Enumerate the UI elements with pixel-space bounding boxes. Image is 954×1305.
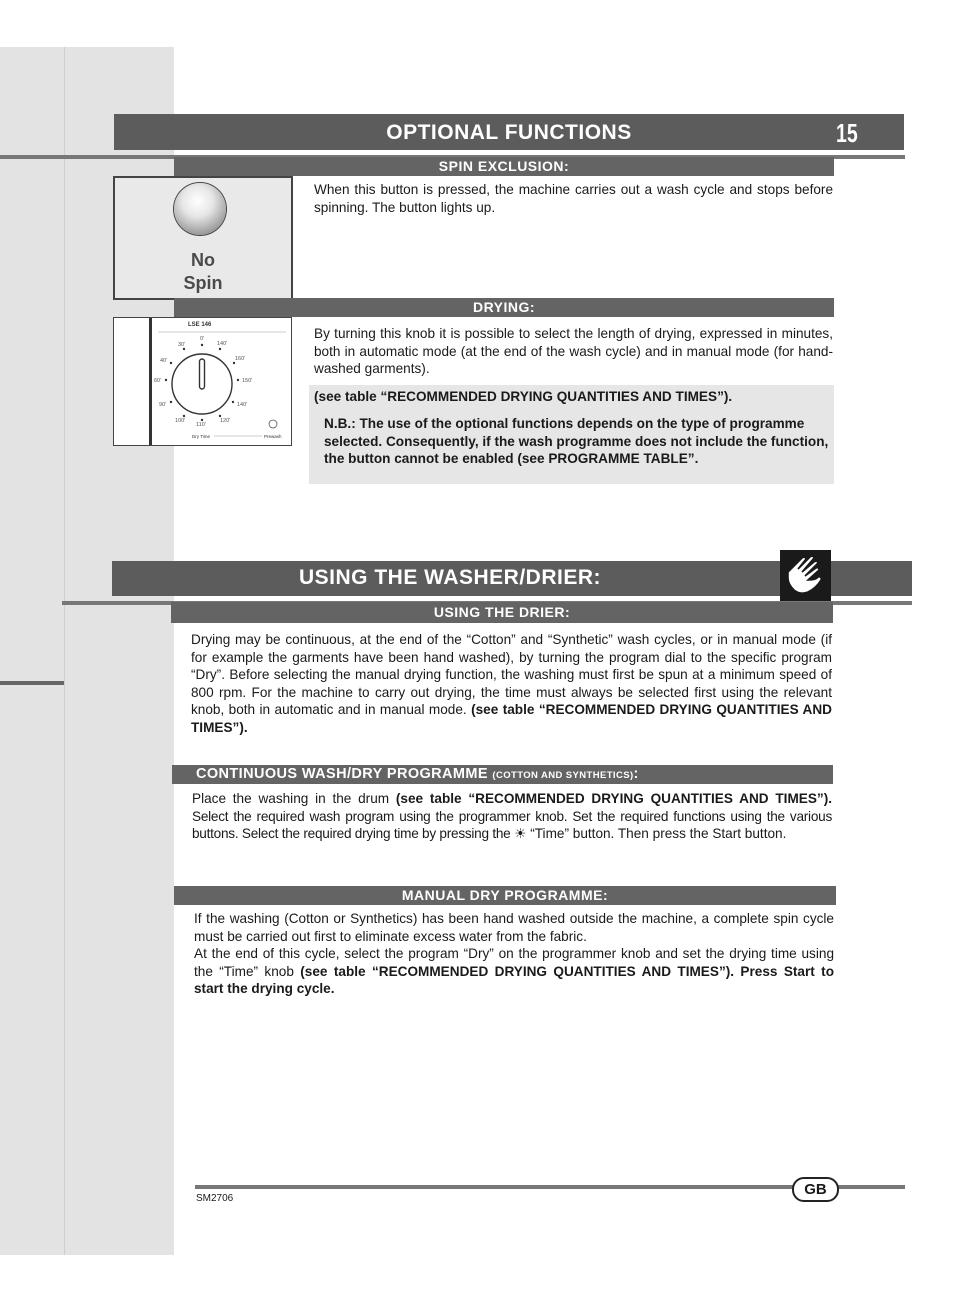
using-drier-text xyxy=(191,631,832,736)
knob-mark-140a: 140' xyxy=(217,341,228,347)
drying-note-reference: (see table “RECOMMENDED DRYING QUANTITIES AND TIMES”). xyxy=(314,389,733,404)
drying-note-box xyxy=(309,385,834,484)
knob-model-label: LSE 146 xyxy=(188,322,212,328)
language-badge-text: GB xyxy=(804,1181,827,1198)
spin-exclusion-text: When this button is pressed, the machine carries out a wash cycle and stops before spinning. The button lights up. xyxy=(314,182,833,215)
drying-note-nb: N.B.: The use of the optional functions depends on the type of programme selected. Consequently, if the wash programme does not include the function, the button cannot be enabled (see PROGRAMME TABLE”. xyxy=(324,416,829,466)
knob-mark-90: 90' xyxy=(159,402,167,408)
drying-text: By turning this knob it is possible to select the length of drying, expressed in minutes, both in automatic mode (at the end of the wash cycle) and in manual mode (for hand-washed garments). xyxy=(314,326,833,376)
subheading-continuous-wash-dry xyxy=(172,765,833,784)
knob-mark-140b: 140' xyxy=(237,402,248,408)
manual-text-paragraph2 xyxy=(194,945,834,998)
drying-knob-illustration xyxy=(113,317,292,446)
sun-icon: ☀ xyxy=(514,826,527,841)
knob-mark-0: 0' xyxy=(200,336,205,342)
manual-text-reference: (see table “RECOMMENDED DRYING QUANTITIES AND TIMES”). Press Start to start the drying cycle. xyxy=(194,963,835,996)
page-number: 15 xyxy=(836,118,858,148)
using-drier-reference: (see table “RECOMMENDED DRYING QUANTITIES AND TIMES”). xyxy=(191,702,832,735)
drying-knob-diagram xyxy=(114,318,291,445)
knob-mark-150: 150' xyxy=(242,378,253,384)
manual-text-start: At the end of this cycle, select the program “Dry” on the programmer knob and set the drying time using the “Time” knob xyxy=(194,946,834,979)
knob-mark-120: 120' xyxy=(220,418,231,424)
section-title-text: USING THE WASHER/DRIER: xyxy=(298,566,601,589)
subheading-manual-dry-programme: MANUAL DRY PROGRAMME: xyxy=(174,886,836,905)
no-spin-button-icon xyxy=(174,183,226,235)
subheading-using-the-drier: USING THE DRIER: xyxy=(171,602,833,623)
document-code: SM2706 xyxy=(196,1193,234,1204)
knob-mark-100: 100' xyxy=(175,418,186,424)
knob-mark-60: 60' xyxy=(154,378,162,384)
left-margin-marker xyxy=(0,681,64,685)
continuous-text-reference: (see table “RECOMMENDED DRYING QUANTITIES AND TIMES”). xyxy=(395,791,833,806)
left-margin-line xyxy=(64,47,65,1255)
continuous-text-end: “Time” button. Then press the Start button. xyxy=(530,826,787,841)
subheading-drying: DRYING: xyxy=(174,298,834,317)
no-spin-button-illustration xyxy=(113,176,293,300)
no-spin-label-line1: No xyxy=(191,250,215,270)
continuous-heading-colon: : xyxy=(633,766,639,782)
knob-label-dry-time: Dry Time xyxy=(192,434,210,439)
continuous-heading-small: (COTTON AND SYNTHETICS) xyxy=(492,770,634,781)
continuous-text xyxy=(192,790,832,843)
knob-mark-110: 110' xyxy=(196,422,206,428)
continuous-text-rest: Select the required wash program using the programmer knob. Set the required functions using the various buttons. Select the required drying time by pressing the xyxy=(192,808,832,841)
hand-icon xyxy=(780,550,831,601)
hand-icon-graphic xyxy=(780,550,831,601)
continuous-heading-main: CONTINUOUS WASH/DRY PROGRAMME xyxy=(196,766,488,782)
subheading-spin-exclusion: SPIN EXCLUSION: xyxy=(174,157,834,176)
knob-label-prewash: Prewash xyxy=(264,434,282,439)
knob-mark-160: 160' xyxy=(235,356,246,362)
section-title-text: OPTIONAL FUNCTIONS xyxy=(386,121,632,144)
no-spin-label-line2: Spin xyxy=(183,273,223,293)
manual-text-paragraph1: If the washing (Cotton or Synthetics) has been hand washed outside the machine, a complete spin cycle must be carried out first to eliminate excess water from the fabric. xyxy=(194,911,834,944)
manual-text xyxy=(194,910,834,998)
language-badge xyxy=(792,1177,839,1202)
using-drier-body: Drying may be continuous, at the end of the “Cotton” and “Synthetic” wash cycles, or in manual mode (if for example the garments have been hand washed), by turning the program dial to the specific program “Dry”. Before selecting the manual drying function, the washing must first be spun at a minimum speed of 800 rpm. For the machine to carry out drying, the time must always be selected first using the relevant knob, both in automatic and in manual mode. xyxy=(191,632,832,717)
knob-mark-30: 30' xyxy=(178,342,186,348)
knob-mark-40: 40' xyxy=(160,358,168,364)
continuous-text-start: Place the washing in the drum xyxy=(192,791,390,806)
section-title-optional-functions xyxy=(114,114,904,150)
